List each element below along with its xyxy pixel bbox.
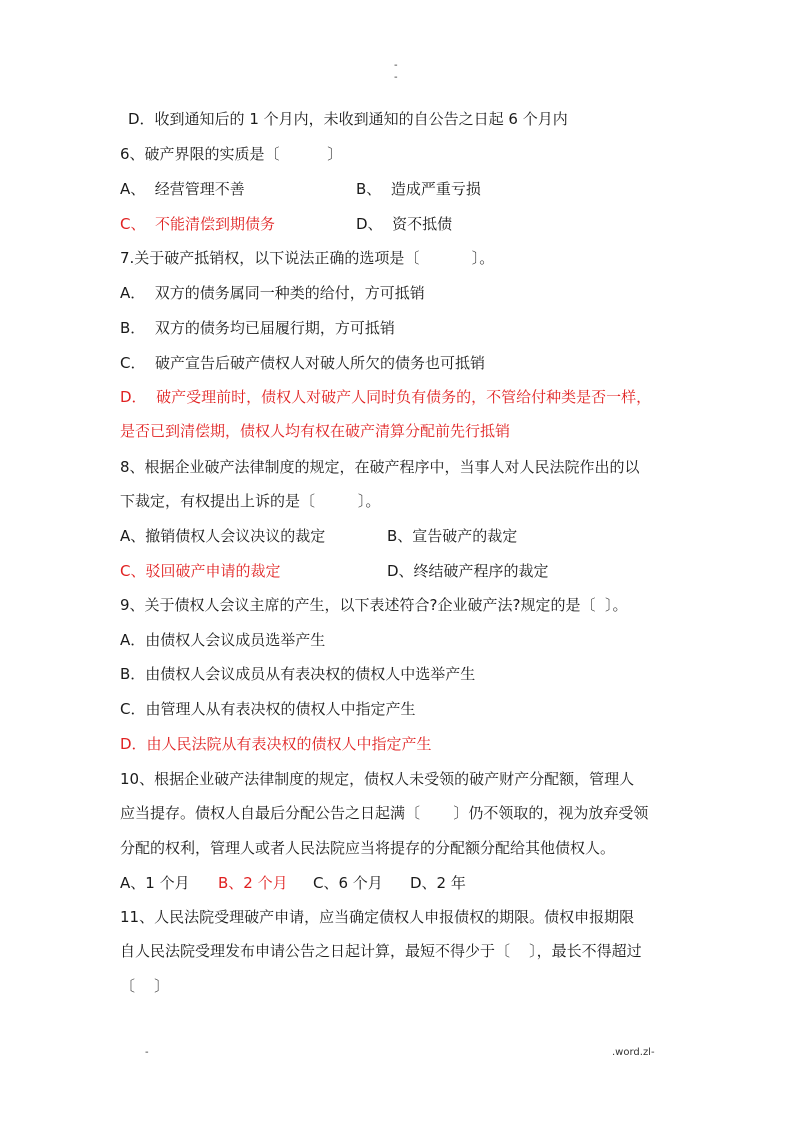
question-8-option-c-answer: C、驳回破产申请的裁定	[120, 562, 281, 580]
question-9-option-b: B．由债权人会议成员从有表决权的债权人中选举产生	[120, 665, 476, 683]
question-10: 10、根据企业破产法律制度的规定，债权人未受领的破产财产分配额，管理人	[120, 770, 635, 788]
question-7-option-b: B． 双方的债务均已届履行期，方可抵销	[120, 319, 395, 337]
question-8-option-b: B、宣告破产的裁定	[387, 527, 518, 545]
question-6: 6、破产界限的实质是〔 〕	[120, 145, 343, 163]
question-6-option-a: A、 经营管理不善	[120, 180, 245, 198]
question-6-option-b: B、 造成严重亏损	[356, 180, 481, 198]
question-9: 9、关于债权人会议主席的产生，以下表述符合?企业破产法?规定的是〔 〕。	[120, 596, 628, 614]
question-10-cont: 应当提存。债权人自最后分配公告之日起满〔 〕仍不领取的，视为放弃受领	[120, 804, 649, 822]
question-6-option-d: D、 资不抵债	[356, 215, 453, 233]
question-8: 8、根据企业破产法律制度的规定，在破产程序中，当事人对人民法院作出的以	[120, 458, 640, 476]
question-11-cont: 自人民法院受理发布申请公告之日起计算，最短不得少于〔 〕，最长不得超过	[120, 942, 642, 960]
header-mark: -	[394, 60, 398, 71]
question-11-cont: 〔 〕	[120, 977, 170, 995]
question-10-option-b-answer: B、2 个月	[218, 874, 288, 892]
question-10-option-d: D、2 年	[410, 874, 466, 892]
question-9-option-a: A．由债权人会议成员选举产生	[120, 631, 326, 649]
question-7-option-d-answer-cont: 是否已到清偿期，债权人均有权在破产清算分配前先行抵销	[120, 422, 511, 440]
question-6-option-c-answer: C、 不能清偿到期债务	[120, 215, 276, 233]
question-7-option-d-answer: D． 破产受理前时，债权人对破产人同时负有债务的，不管给付种类是否一样，	[120, 388, 652, 406]
question-5-option-d: D．收到通知后的 1 个月内，未收到通知的自公告之日起 6 个月内	[128, 110, 568, 128]
footer-right-mark: .word.zl-	[612, 1047, 655, 1058]
footer-left-mark: -	[145, 1047, 149, 1058]
header-mark: -	[394, 72, 398, 83]
question-10-cont: 分配的权利，管理人或者人民法院应当将提存的分配额分配给其他债权人。	[120, 839, 616, 857]
question-7-option-c: C． 破产宣告后破产债权人对破人所欠的债务也可抵销	[120, 354, 486, 372]
question-10-option-a: A、1 个月	[120, 874, 190, 892]
question-7: 7.关于破产抵销权，以下说法正确的选项是〔 〕。	[120, 249, 495, 267]
question-7-option-a: A． 双方的债务属同一种类的给付，方可抵销	[120, 284, 425, 302]
question-9-option-c: C．由管理人从有表决权的债权人中指定产生	[120, 700, 416, 718]
question-8-option-a: A、撤销债权人会议决议的裁定	[120, 527, 326, 545]
question-10-option-c: C、6 个月	[313, 874, 383, 892]
question-11: 11、人民法院受理破产申请，应当确定债权人申报债权的期限。债权申报期限	[120, 908, 635, 926]
question-9-option-d-answer: D．由人民法院从有表决权的债权人中指定产生	[120, 735, 432, 753]
question-8-cont: 下裁定，有权提出上诉的是〔 〕。	[120, 492, 381, 510]
question-8-option-d: D、终结破产程序的裁定	[387, 562, 549, 580]
